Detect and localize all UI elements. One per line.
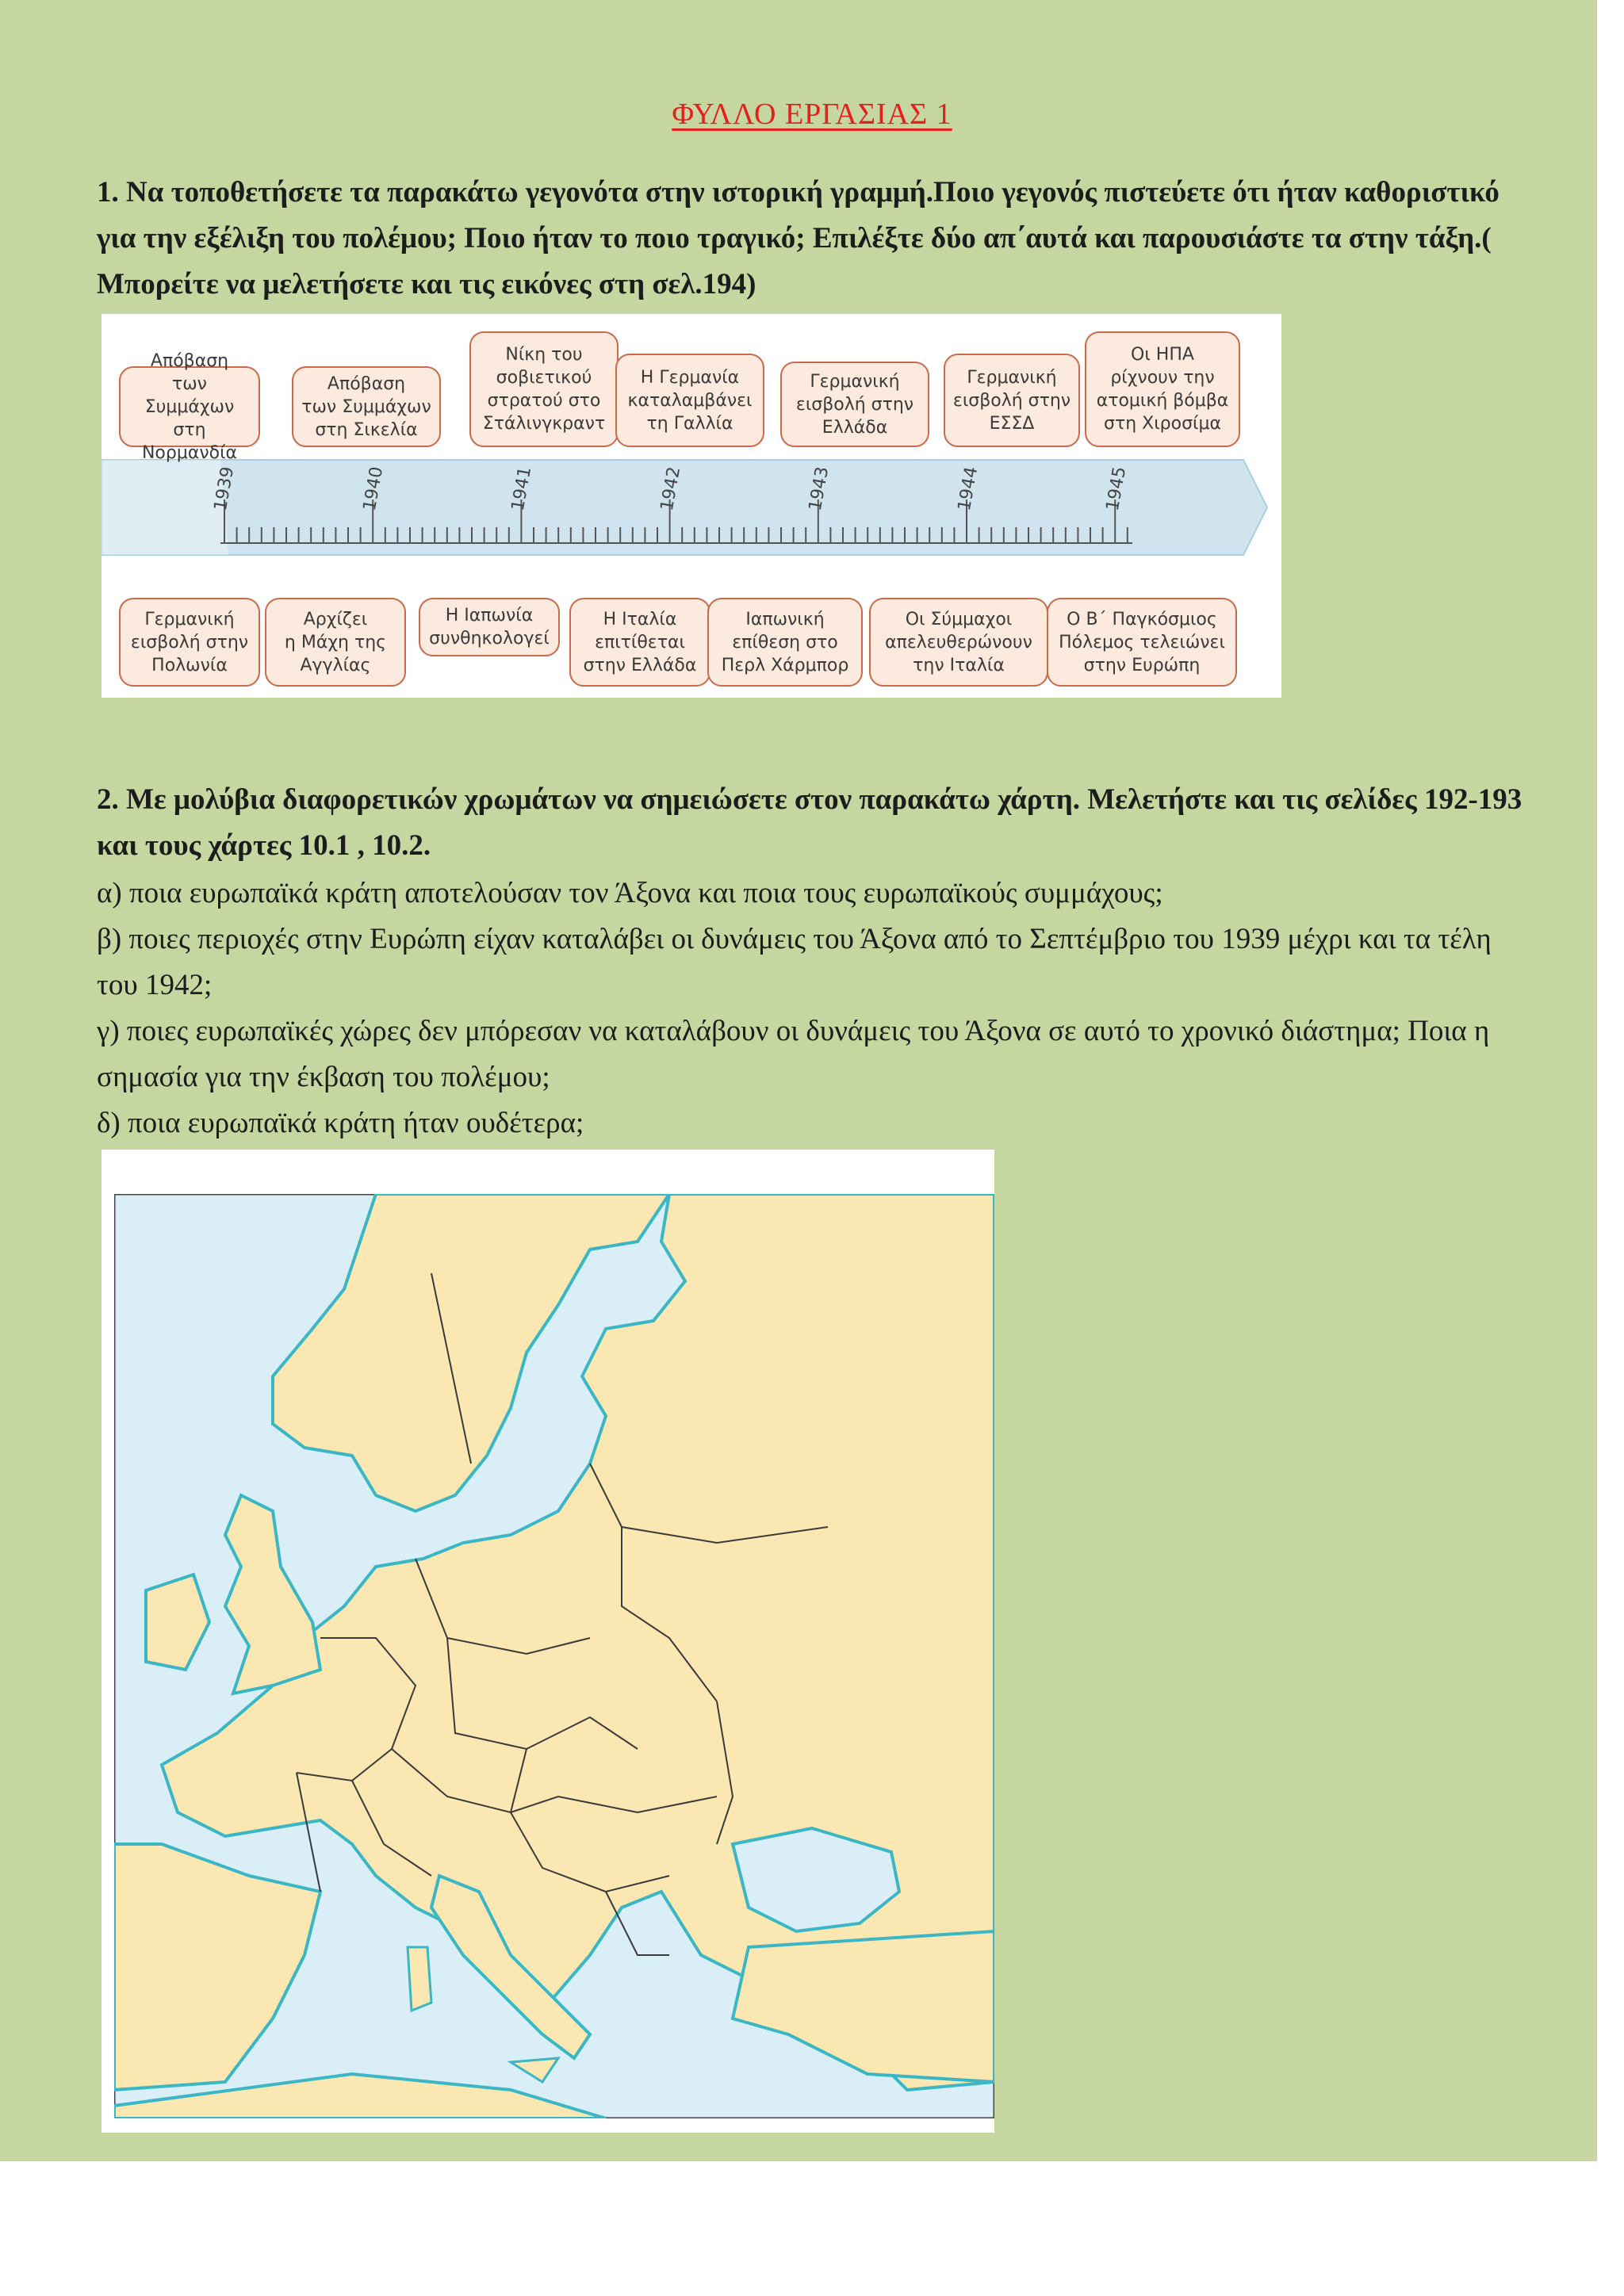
timeline-year-1940: 1940 <box>359 465 388 513</box>
timeline-event-bottom-label: Αρχίζει η Μάχη της Αγγλίας <box>284 609 387 675</box>
timeline-figure <box>102 314 1281 698</box>
timeline-event-top-2 <box>292 366 441 447</box>
timeline-event-bottom-7 <box>1047 598 1237 687</box>
timeline-event-bottom-6 <box>869 598 1048 687</box>
timeline-event-top-7 <box>1085 331 1240 447</box>
question-2-item-d: δ) ποια ευρωπαϊκά κράτη ήταν ουδέτερα; <box>97 1107 584 1139</box>
timeline-year-1942: 1942 <box>657 465 685 513</box>
timeline-event-top-3 <box>469 331 619 447</box>
timeline-event-bottom-label: Η Ιταλία επιτίθεται στην Ελλάδα <box>583 609 697 675</box>
timeline-event-bottom-2 <box>265 598 406 687</box>
europe-blank-map-frame <box>102 1150 994 2133</box>
timeline-year-1941: 1941 <box>508 465 536 513</box>
timeline-event-top-label: Απόβαση των Συμμάχων στη Σικελία <box>301 373 431 440</box>
question-2-item-b: β) ποιες περιοχές στην Ευρώπη είχαν καταλάβει οι δυνάμεις του Άξονα από το Σεπτέμβριο του 1939 μέχρι και τα τέλη του 1942; <box>97 923 1492 1001</box>
timeline-event-bottom-3 <box>419 598 560 656</box>
timeline-event-top-5 <box>780 362 929 447</box>
timeline-event-bottom-4 <box>569 598 710 687</box>
timeline-event-top-4 <box>615 354 764 447</box>
worksheet-title: ΦΥΛΛΟ ΕΡΓΑΣΙΑΣ 1 <box>672 98 952 131</box>
timeline-year-1945: 1945 <box>1102 465 1131 513</box>
timeline-event-bottom-label: Ιαπωνική επίθεση στο Περλ Χάρμπορ <box>721 609 849 675</box>
timeline-event-bottom-1 <box>119 598 260 687</box>
timeline-year-1944: 1944 <box>954 465 982 513</box>
timeline-event-top-label: Γερμανική εισβολή στην Ελλάδα <box>795 371 914 438</box>
timeline-event-top-label: Γερμανική εισβολή στην ΕΣΣΔ <box>952 367 1071 434</box>
timeline-event-bottom-label: Γερμανική εισβολή στην Πολωνία <box>130 609 249 675</box>
timeline-event-top-label: Η Γερμανία καταλαμβάνει τη Γαλλία <box>627 367 753 434</box>
timeline-event-top-6 <box>944 354 1080 447</box>
question-2-items <box>97 871 1524 1146</box>
timeline-event-bottom-label: Ο Β΄ Παγκόσμιος Πόλεμος τελειώνει στην Ευρώπη <box>1059 609 1225 675</box>
timeline-event-bottom-label: Οι Σύμμαχοι απελευθερώνουν την Ιταλία <box>885 609 1032 675</box>
question-2-text: 2. Με μολύβια διαφορετικών χρωμάτων να σημειώσετε στον παρακάτω χάρτη. Μελετήστε και τις σελίδες 192-193 και τους χάρτες 10.1 , 10.2. <box>97 783 1522 862</box>
timeline-event-top-label: Νίκη του σοβιετικού στρατού στο Στάλινγκραντ <box>482 345 606 434</box>
timeline-event-top-label: Απόβαση των Συμμάχων στη Νορμανδία <box>141 350 238 463</box>
timeline-event-top-1 <box>119 350 260 463</box>
timeline-event-top-label: Οι ΗΠΑ ρίχνουν την ατομική βόμβα στη Χιροσίμα <box>1096 345 1229 434</box>
timeline-year-1939: 1939 <box>210 465 239 513</box>
timeline-event-bottom-5 <box>707 598 863 687</box>
question-2-item-c: γ) ποιες ευρωπαϊκές χώρες δεν μπόρεσαν να καταλάβουν οι δυνάμεις του Άξονα σε αυτό το χρονικό διάστημα; Ποια η σημασία για την έκβαση του πολέμου; <box>97 1015 1490 1093</box>
europe-blank-map <box>114 1194 994 2118</box>
question-2-item-a: α) ποια ευρωπαϊκά κράτη αποτελούσαν τον Άξονα και ποια τους ευρωπαϊκούς συμμάχους; <box>97 877 1163 909</box>
timeline-event-bottom-label: Η Ιαπωνία συνθηκολογεί <box>429 606 550 649</box>
timeline-year-1943: 1943 <box>805 465 833 513</box>
question-1-text: 1. Να τοποθετήσετε τα παρακάτω γεγονότα στην ιστορική γραμμή.Ποιο γεγονός πιστεύετε ότι ήταν καθοριστικό για την εξέλιξη του πολέμου; Ποιο ήταν το ποιο τραγικό; Επιλέξτε δύο απ΄αυτά και παρουσιάστε τα στην τάξη.( Μπορείτε να μελετήσετε και τις εικόνες στη σελ.194) <box>97 176 1500 300</box>
